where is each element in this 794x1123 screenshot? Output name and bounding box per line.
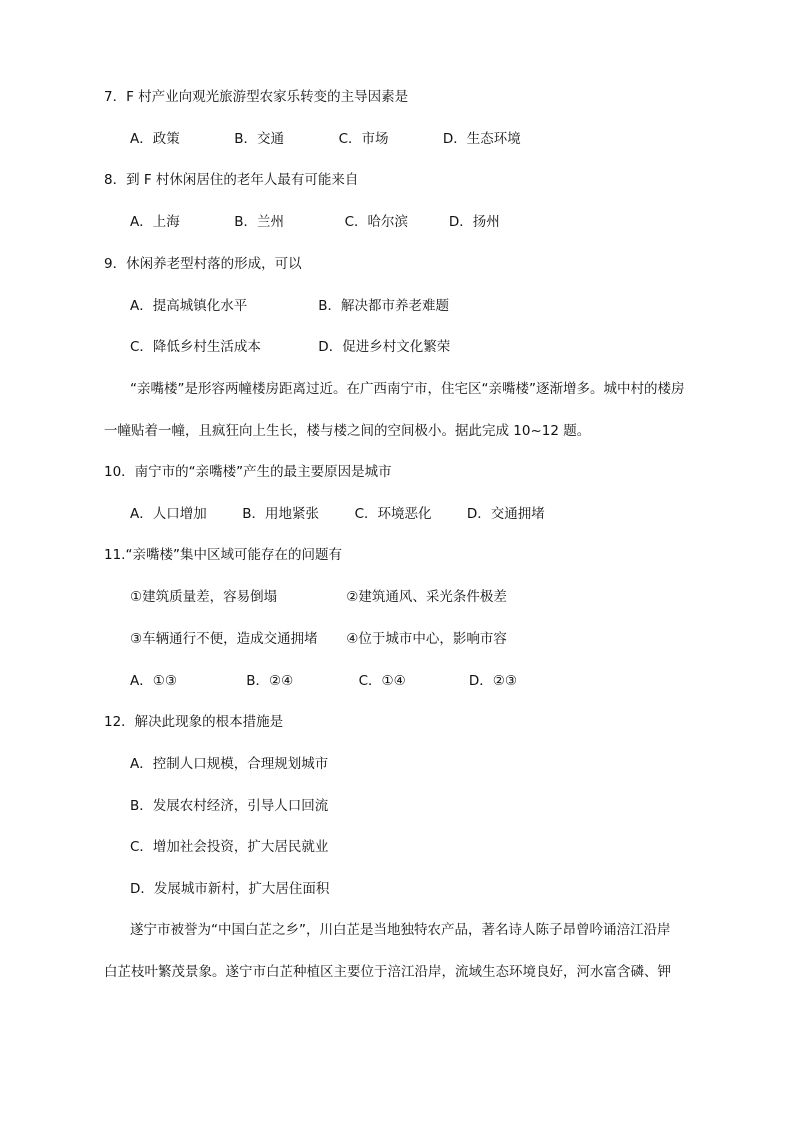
option-d: D．生态环境 <box>442 131 521 147</box>
option-b: B．兰州 <box>234 214 285 230</box>
item-3: ③车辆通行不便，造成交通拥堵 <box>130 631 318 647</box>
option-a: A．提高城镇化水平 <box>130 298 248 314</box>
option-d: D．扬州 <box>448 214 500 230</box>
option-d: D．促进乡村文化繁荣 <box>318 339 451 355</box>
question-7-options <box>130 130 521 148</box>
question-11-options <box>130 672 517 690</box>
option-c: C．降低乡村生活成本 <box>130 339 261 355</box>
option-d: D．发展城市新村，扩大居住面积 <box>130 881 330 897</box>
option-d: D．交通拥堵 <box>466 506 545 522</box>
question-8-options <box>130 213 500 231</box>
option-c: C．市场 <box>338 131 389 147</box>
passage-1-line-1: “亲嘴楼”是形容两幢楼房距离过近。在广西南宁市，住宅区“亲嘴楼”逐渐增多。城中村的楼房 <box>130 381 685 397</box>
option-a: A．政策 <box>130 131 180 147</box>
option-a: A．人口增加 <box>130 506 207 522</box>
option-b: B．②④ <box>246 673 294 689</box>
question-7-stem: 7．F 村产业向观光旅游型农家乐转变的主导因素是 <box>104 89 409 105</box>
passage-2-line-1: 遂宁市被誉为“中国白芷之乡”，川白芷是当地独特农产品，著名诗人陈子昂曾吟诵涪江沿岸 <box>130 922 671 938</box>
passage-2-line-2: 白芷枝叶繁茂景象。遂宁市白芷种植区主要位于涪江沿岸，流域生态环境良好，河水富含磷、钾 <box>104 964 671 980</box>
question-11-stem: 11.“亲嘴楼”集中区域可能存在的问题有 <box>104 547 342 563</box>
question-9-options-row-1 <box>130 297 449 315</box>
option-b: B．用地紧张 <box>242 506 320 522</box>
item-1: ①建筑质量差，容易倒塌 <box>130 589 278 605</box>
passage-1-line-2: 一幢贴着一幢，且疯狂向上生长，楼与楼之间的空间极小。据此完成 10~12 题。 <box>104 423 591 439</box>
option-c: C．增加社会投资，扩大居民就业 <box>130 839 329 855</box>
option-a: A．控制人口规模，合理规划城市 <box>130 756 329 772</box>
question-10-stem: 10．南宁市的“亲嘴楼”产生的最主要原因是城市 <box>104 464 392 480</box>
item-2: ②建筑通风、采光条件极差 <box>346 589 507 605</box>
option-a: A．上海 <box>130 214 180 230</box>
question-11-items-row-1 <box>130 588 507 606</box>
option-c: C．环境恶化 <box>354 506 432 522</box>
question-10-options <box>130 505 545 523</box>
option-b: B．发展农村经济，引导人口回流 <box>130 798 329 814</box>
option-b: B．解决都市养老难题 <box>318 298 450 314</box>
question-12-stem: 12．解决此现象的根本措施是 <box>104 714 284 730</box>
item-4: ④位于城市中心，影响市容 <box>346 631 507 647</box>
option-a: A．①③ <box>130 673 177 689</box>
question-9-stem: 9．休闲养老型村落的形成，可以 <box>104 256 302 272</box>
question-11-items-row-2 <box>130 630 507 648</box>
option-c: C．①④ <box>358 673 406 689</box>
option-c: C．哈尔滨 <box>344 214 409 230</box>
question-9-options-row-2 <box>130 338 450 356</box>
option-b: B．交通 <box>234 131 285 147</box>
question-8-stem: 8．到 F 村休闲居住的老年人最有可能来自 <box>104 172 359 188</box>
option-d: D．②③ <box>468 673 517 689</box>
